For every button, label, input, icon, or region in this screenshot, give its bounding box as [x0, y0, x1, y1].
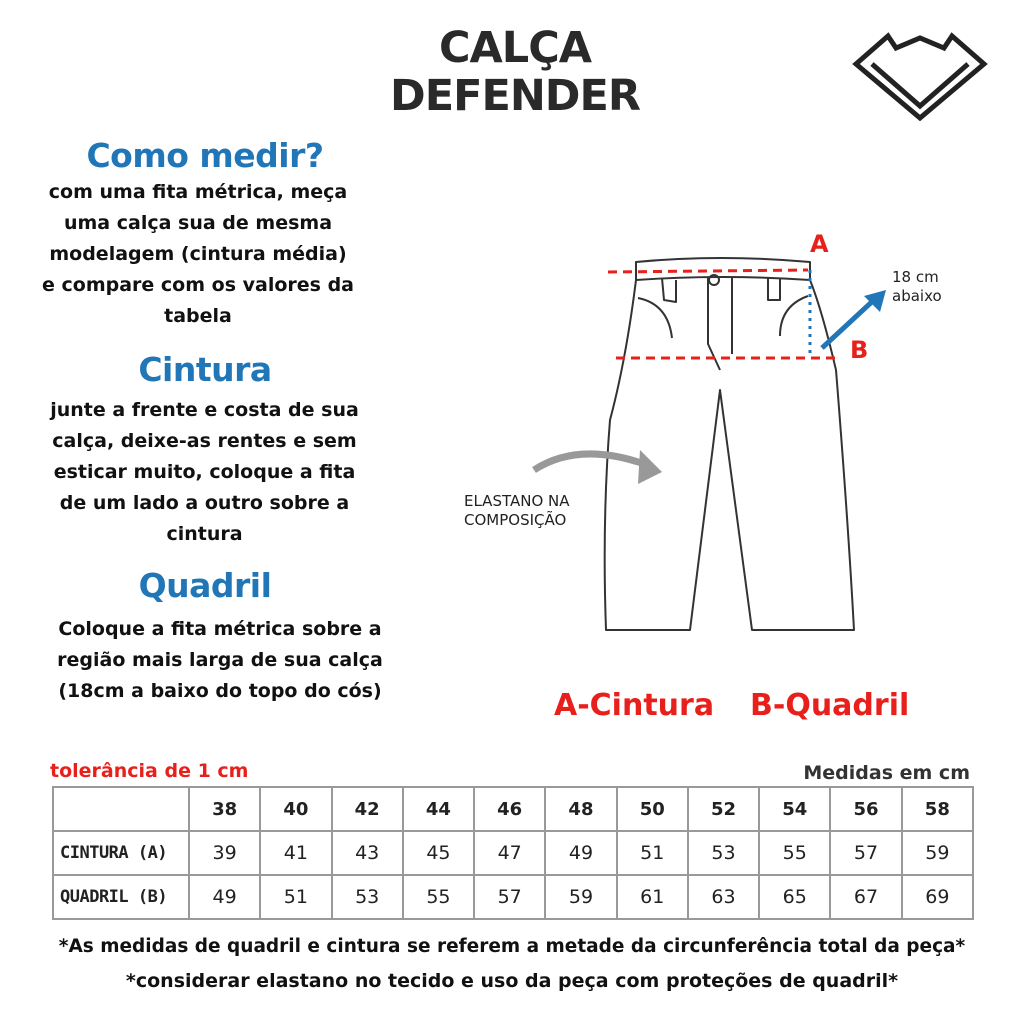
footnote-2: *considerar elastano no tecido e uso da peça com proteções de quadril* — [125, 970, 899, 992]
row-label-hip: QUADRIL (B) — [53, 875, 189, 919]
table-cell: 45 — [403, 831, 474, 875]
size-header-cell: 52 — [688, 787, 759, 831]
size-header-cell: 56 — [830, 787, 901, 831]
table-cell: 53 — [332, 875, 403, 919]
table-cell: 43 — [332, 831, 403, 875]
table-cell: 51 — [617, 831, 688, 875]
hip-heading: Quadril — [138, 566, 272, 605]
table-cell: 69 — [902, 875, 973, 919]
waist-text: junte a frente e costa de sua calça, deixe-as rentes e sem esticar muito, coloque a fita de um lado a outro sobre a cintura — [50, 399, 359, 545]
table-cell: 51 — [260, 875, 331, 919]
table-cell: 39 — [189, 831, 260, 875]
how-to-measure-heading: Como medir? — [86, 136, 324, 175]
table-cell: 55 — [403, 875, 474, 919]
table-cell: 53 — [688, 831, 759, 875]
footnote-1: *As medidas de quadril e cintura se referem a metade da circunferência total da peça* — [58, 936, 966, 957]
waist-heading: Cintura — [138, 350, 272, 389]
table-cell: 49 — [189, 875, 260, 919]
size-header-cell: 38 — [189, 787, 260, 831]
table-cell: 47 — [474, 831, 545, 875]
legend-waist: A-Cintura — [554, 688, 715, 723]
size-header-cell: 54 — [759, 787, 830, 831]
label-a: A — [810, 230, 829, 258]
table-cell: 49 — [545, 831, 616, 875]
size-header-cell: 40 — [260, 787, 331, 831]
label-b: B — [850, 336, 869, 364]
elastane-note: ELASTANO NA COMPOSIÇÃO — [464, 492, 570, 529]
size-header-cell: 44 — [403, 787, 474, 831]
size-header-cell: 50 — [617, 787, 688, 831]
tolerance-note: tolerância de 1 cm — [50, 760, 249, 782]
table-cell: 65 — [759, 875, 830, 919]
units-note: Medidas em cm — [803, 762, 970, 784]
hip-text: Coloque a fita métrica sobre a região mais larga de sua calça (18cm a baixo do topo do cós) — [57, 618, 383, 702]
title-line-2: DEFENDER — [390, 71, 640, 121]
table-cell: 67 — [830, 875, 901, 919]
size-header-cell: 42 — [332, 787, 403, 831]
table-cell: 59 — [902, 831, 973, 875]
table-cell: 41 — [260, 831, 331, 875]
table-cell: 63 — [688, 875, 759, 919]
table-header-row — [53, 787, 973, 831]
row-label-waist: CINTURA (A) — [53, 831, 189, 875]
title-line-1: CALÇA — [438, 23, 592, 73]
table-cell: 57 — [474, 875, 545, 919]
table-cell: 59 — [545, 875, 616, 919]
page-title — [360, 24, 670, 120]
table-corner-cell — [53, 787, 189, 831]
distance-note: 18 cm abaixo — [892, 268, 942, 305]
size-header-cell: 58 — [902, 787, 973, 831]
size-header-cell: 48 — [545, 787, 616, 831]
elastane-arrow — [534, 454, 650, 470]
legend-hip: B-Quadril — [750, 688, 910, 723]
table-row-hip — [53, 875, 973, 919]
table-cell: 57 — [830, 831, 901, 875]
table-row-waist — [53, 831, 973, 875]
table-cell: 55 — [759, 831, 830, 875]
table-cell: 61 — [617, 875, 688, 919]
waistband — [636, 258, 810, 280]
shield-chevron-icon — [852, 26, 988, 126]
size-table — [52, 786, 974, 920]
how-to-measure-text: com uma fita métrica, meça uma calça sua de mesma modelagem (cintura média) e compare com os valores da tabela — [42, 181, 354, 327]
size-header-cell: 46 — [474, 787, 545, 831]
